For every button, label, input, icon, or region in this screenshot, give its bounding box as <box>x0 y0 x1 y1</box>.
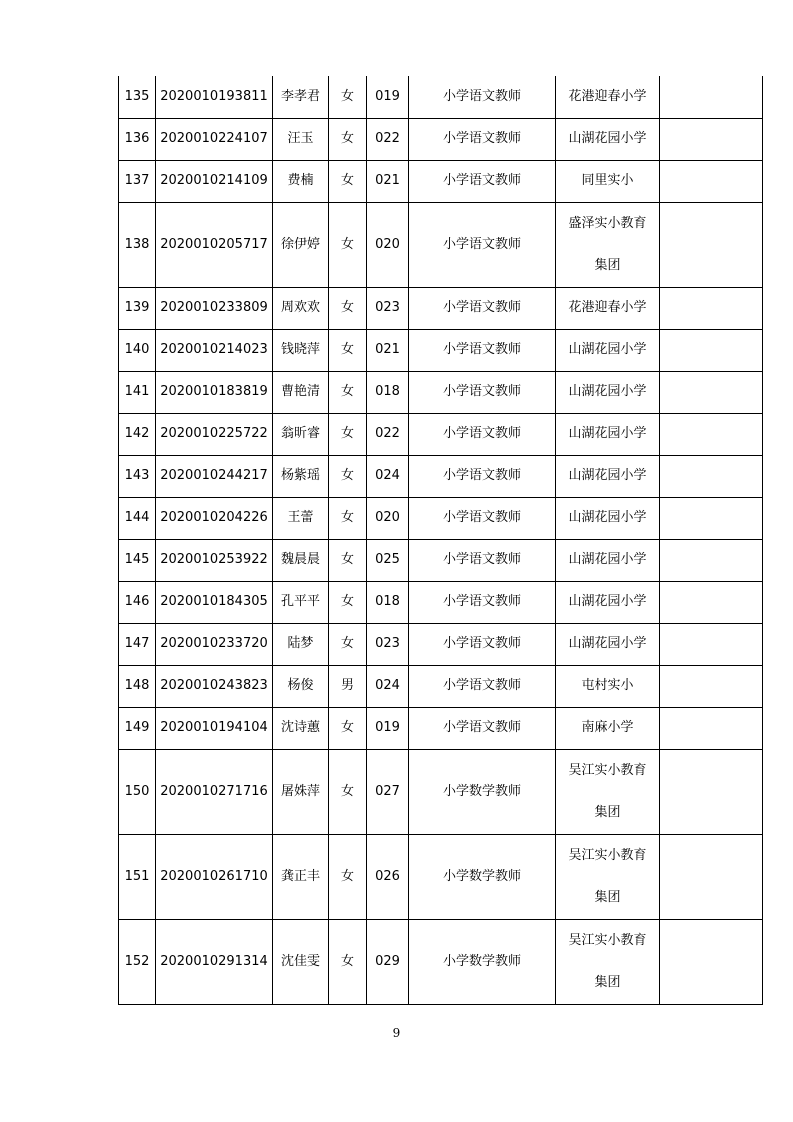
gender-cell: 女 <box>329 160 367 202</box>
roster-body <box>119 76 763 1004</box>
gender-cell: 女 <box>329 749 367 834</box>
name-cell: 沈诗蕙 <box>273 707 329 749</box>
name-cell: 孔平平 <box>273 581 329 623</box>
name-cell: 沈佳雯 <box>273 919 329 1004</box>
school-line: 集团 <box>594 889 621 905</box>
name-cell: 杨俊 <box>273 665 329 707</box>
row-number-cell: 140 <box>119 329 156 371</box>
note-cell <box>660 623 763 665</box>
candidate-id-cell: 2020010225722 <box>156 413 273 455</box>
note-cell <box>660 160 763 202</box>
name-cell: 曹艳清 <box>273 371 329 413</box>
position-cell: 小学数学教师 <box>409 749 556 834</box>
position-cell: 小学语文教师 <box>409 160 556 202</box>
name-cell: 杨紫瑶 <box>273 455 329 497</box>
table-row <box>119 455 763 497</box>
table-row <box>119 118 763 160</box>
candidate-id-cell: 2020010214023 <box>156 329 273 371</box>
page-number: 9 <box>392 1026 401 1040</box>
school-line: 山湖花园小学 <box>568 426 647 441</box>
candidate-id-cell: 2020010183819 <box>156 371 273 413</box>
school-line: 山湖花园小学 <box>568 510 647 525</box>
position-cell: 小学语文教师 <box>409 581 556 623</box>
gender-cell: 女 <box>329 76 367 118</box>
position-code-cell: 027 <box>367 749 409 834</box>
candidate-id-cell: 2020010224107 <box>156 118 273 160</box>
name-cell: 屠姝萍 <box>273 749 329 834</box>
note-cell <box>660 707 763 749</box>
position-code-cell: 022 <box>367 413 409 455</box>
note-cell <box>660 834 763 919</box>
table-row <box>119 749 763 834</box>
table-row <box>119 539 763 581</box>
candidate-id-cell: 2020010253922 <box>156 539 273 581</box>
row-number-cell: 135 <box>119 76 156 118</box>
school-cell <box>556 329 660 371</box>
table-row <box>119 919 763 1004</box>
row-number-cell: 136 <box>119 118 156 160</box>
gender-cell: 女 <box>329 581 367 623</box>
row-number-cell: 146 <box>119 581 156 623</box>
position-cell: 小学语文教师 <box>409 497 556 539</box>
position-code-cell: 023 <box>367 287 409 329</box>
candidate-id-cell: 2020010204226 <box>156 497 273 539</box>
table-row <box>119 413 763 455</box>
candidate-id-cell: 2020010244217 <box>156 455 273 497</box>
row-number-cell: 152 <box>119 919 156 1004</box>
school-line: 花港迎春小学 <box>568 300 647 315</box>
candidate-id-cell: 2020010184305 <box>156 581 273 623</box>
roster-table <box>118 76 763 1005</box>
candidate-id-cell: 2020010291314 <box>156 919 273 1004</box>
position-cell: 小学语文教师 <box>409 707 556 749</box>
position-code-cell: 020 <box>367 497 409 539</box>
gender-cell: 女 <box>329 329 367 371</box>
candidate-id-cell: 2020010243823 <box>156 665 273 707</box>
name-cell: 陆梦 <box>273 623 329 665</box>
school-cell <box>556 665 660 707</box>
gender-cell: 女 <box>329 497 367 539</box>
table-row <box>119 160 763 202</box>
school-line: 集团 <box>594 974 621 990</box>
school-line: 集团 <box>594 804 621 820</box>
school-cell <box>556 539 660 581</box>
position-code-cell: 022 <box>367 118 409 160</box>
name-cell: 翁昕睿 <box>273 413 329 455</box>
school-cell <box>556 497 660 539</box>
position-cell: 小学语文教师 <box>409 665 556 707</box>
school-line: 山湖花园小学 <box>568 636 647 651</box>
school-line: 山湖花园小学 <box>568 468 647 483</box>
gender-cell: 女 <box>329 202 367 287</box>
gender-cell: 女 <box>329 834 367 919</box>
name-cell: 钱晓萍 <box>273 329 329 371</box>
note-cell <box>660 497 763 539</box>
position-code-cell: 029 <box>367 919 409 1004</box>
row-number-cell: 137 <box>119 160 156 202</box>
position-cell: 小学语文教师 <box>409 455 556 497</box>
position-cell: 小学语文教师 <box>409 287 556 329</box>
name-cell: 徐伊婷 <box>273 202 329 287</box>
note-cell <box>660 287 763 329</box>
gender-cell: 女 <box>329 455 367 497</box>
name-cell: 汪玉 <box>273 118 329 160</box>
gender-cell: 女 <box>329 919 367 1004</box>
position-cell: 小学语文教师 <box>409 623 556 665</box>
candidate-id-cell: 2020010193811 <box>156 76 273 118</box>
note-cell <box>660 329 763 371</box>
position-code-cell: 018 <box>367 371 409 413</box>
position-cell: 小学语文教师 <box>409 202 556 287</box>
position-cell: 小学语文教师 <box>409 76 556 118</box>
school-line: 山湖花园小学 <box>568 384 647 399</box>
note-cell <box>660 539 763 581</box>
row-number-cell: 147 <box>119 623 156 665</box>
position-cell: 小学语文教师 <box>409 413 556 455</box>
school-line: 山湖花园小学 <box>568 131 647 146</box>
school-line: 山湖花园小学 <box>568 594 647 609</box>
candidate-id-cell: 2020010233809 <box>156 287 273 329</box>
gender-cell: 女 <box>329 287 367 329</box>
candidate-id-cell: 2020010233720 <box>156 623 273 665</box>
school-cell <box>556 834 660 919</box>
position-cell: 小学语文教师 <box>409 329 556 371</box>
school-cell <box>556 202 660 287</box>
note-cell <box>660 665 763 707</box>
candidate-id-cell: 2020010271716 <box>156 749 273 834</box>
position-code-cell: 025 <box>367 539 409 581</box>
candidate-id-cell: 2020010205717 <box>156 202 273 287</box>
position-cell: 小学语文教师 <box>409 371 556 413</box>
position-code-cell: 021 <box>367 329 409 371</box>
school-cell <box>556 413 660 455</box>
table-row <box>119 497 763 539</box>
school-cell <box>556 455 660 497</box>
note-cell <box>660 118 763 160</box>
note-cell <box>660 749 763 834</box>
gender-cell: 女 <box>329 413 367 455</box>
name-cell: 龚正丰 <box>273 834 329 919</box>
position-code-cell: 020 <box>367 202 409 287</box>
name-cell: 王蕾 <box>273 497 329 539</box>
school-line: 盛泽实小教育 <box>568 215 647 231</box>
row-number-cell: 145 <box>119 539 156 581</box>
note-cell <box>660 413 763 455</box>
position-cell: 小学语文教师 <box>409 539 556 581</box>
school-cell <box>556 287 660 329</box>
position-code-cell: 021 <box>367 160 409 202</box>
row-number-cell: 151 <box>119 834 156 919</box>
gender-cell: 女 <box>329 707 367 749</box>
school-cell <box>556 707 660 749</box>
gender-cell: 女 <box>329 371 367 413</box>
gender-cell: 男 <box>329 665 367 707</box>
school-line: 山湖花园小学 <box>568 342 647 357</box>
school-cell <box>556 749 660 834</box>
row-number-cell: 139 <box>119 287 156 329</box>
table-row <box>119 202 763 287</box>
note-cell <box>660 76 763 118</box>
table-row <box>119 707 763 749</box>
school-cell <box>556 919 660 1004</box>
candidate-id-cell: 2020010214109 <box>156 160 273 202</box>
candidate-id-cell: 2020010261710 <box>156 834 273 919</box>
note-cell <box>660 455 763 497</box>
table-row <box>119 76 763 118</box>
gender-cell: 女 <box>329 623 367 665</box>
school-cell <box>556 76 660 118</box>
name-cell: 魏晨晨 <box>273 539 329 581</box>
school-line: 吴江实小教育 <box>568 762 647 778</box>
school-line: 吴江实小教育 <box>568 847 647 863</box>
position-code-cell: 026 <box>367 834 409 919</box>
school-line: 屯村实小 <box>581 678 634 693</box>
table-row <box>119 623 763 665</box>
name-cell: 李孝君 <box>273 76 329 118</box>
note-cell <box>660 371 763 413</box>
table-row <box>119 834 763 919</box>
position-code-cell: 019 <box>367 76 409 118</box>
table-row <box>119 329 763 371</box>
row-number-cell: 150 <box>119 749 156 834</box>
school-line: 花港迎春小学 <box>568 88 647 104</box>
table-row <box>119 287 763 329</box>
school-line: 山湖花园小学 <box>568 552 647 567</box>
row-number-cell: 141 <box>119 371 156 413</box>
table-row <box>119 371 763 413</box>
school-line: 同里实小 <box>581 173 634 188</box>
school-cell <box>556 118 660 160</box>
note-cell <box>660 919 763 1004</box>
position-code-cell: 024 <box>367 665 409 707</box>
row-number-cell: 138 <box>119 202 156 287</box>
position-code-cell: 018 <box>367 581 409 623</box>
position-code-cell: 024 <box>367 455 409 497</box>
school-line: 吴江实小教育 <box>568 932 647 948</box>
school-cell <box>556 623 660 665</box>
row-number-cell: 143 <box>119 455 156 497</box>
school-cell <box>556 160 660 202</box>
name-cell: 费楠 <box>273 160 329 202</box>
school-cell <box>556 371 660 413</box>
table-row <box>119 581 763 623</box>
note-cell <box>660 581 763 623</box>
position-code-cell: 023 <box>367 623 409 665</box>
gender-cell: 女 <box>329 539 367 581</box>
position-cell: 小学数学教师 <box>409 834 556 919</box>
candidate-id-cell: 2020010194104 <box>156 707 273 749</box>
name-cell: 周欢欢 <box>273 287 329 329</box>
position-cell: 小学语文教师 <box>409 118 556 160</box>
table-row <box>119 665 763 707</box>
row-number-cell: 144 <box>119 497 156 539</box>
school-line: 集团 <box>594 257 621 273</box>
row-number-cell: 142 <box>119 413 156 455</box>
position-cell: 小学数学教师 <box>409 919 556 1004</box>
row-number-cell: 148 <box>119 665 156 707</box>
school-line: 南麻小学 <box>581 720 634 735</box>
note-cell <box>660 202 763 287</box>
school-cell <box>556 581 660 623</box>
position-code-cell: 019 <box>367 707 409 749</box>
gender-cell: 女 <box>329 118 367 160</box>
row-number-cell: 149 <box>119 707 156 749</box>
